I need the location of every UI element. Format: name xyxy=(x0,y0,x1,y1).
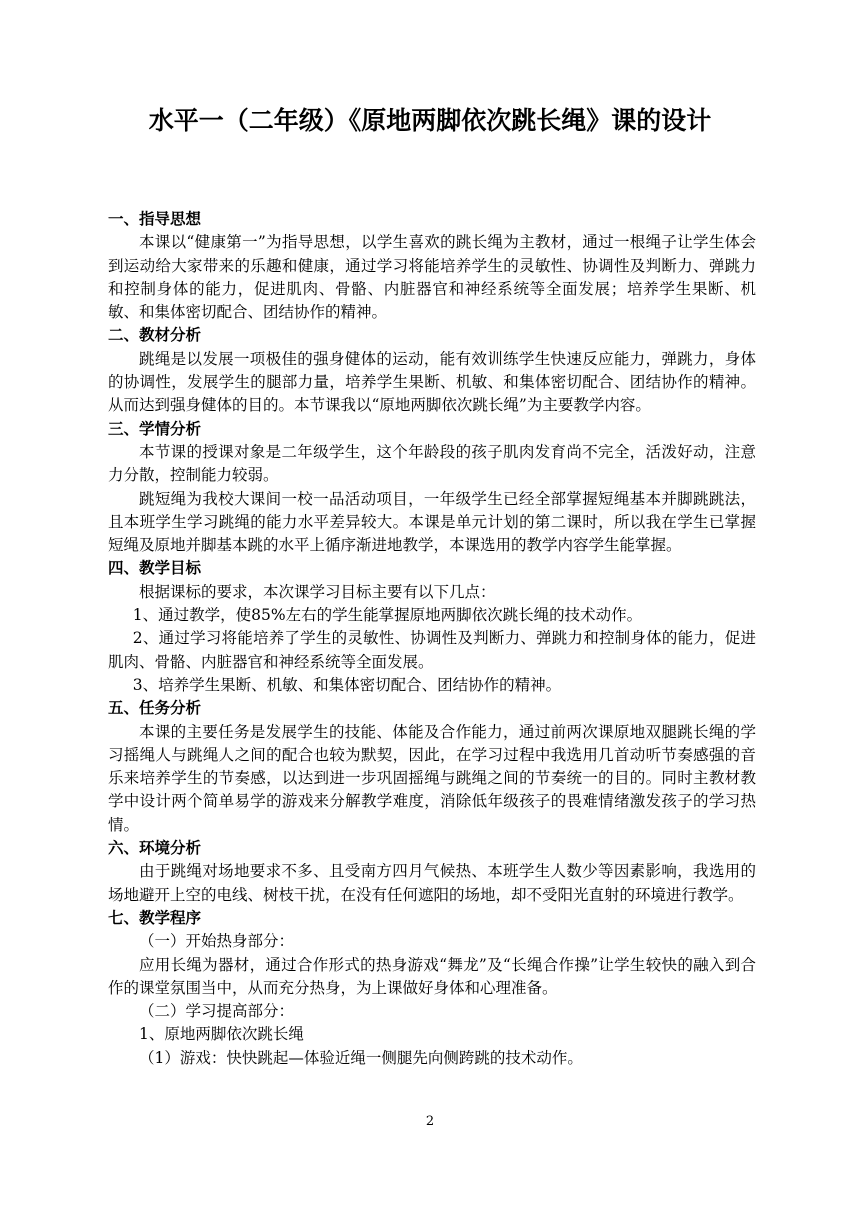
paragraph: 本节课的授课对象是二年级学生，这个年龄段的孩子肌肉发育尚不完全，活泼好动，注意力分散，控制能力较弱。 xyxy=(108,442,756,485)
list-item: 3、培养学生果断、机敏、和集体密切配合、团结协作的精神。 xyxy=(132,675,562,694)
paragraph: 本课的主要任务是发展学生的技能、体能及合作能力，通过前两次课原地双腿跳长绳的学习摇绳人与跳绳人之间的配合也较为默契，因此，在学习过程中我选用几首动听节奏感强的音乐来培养学生的节奏感，以达到进一步巩固摇绳与跳绳之间的节奏统一的目的。同时主教材教学中设计两个简单易学的游戏来分解教学难度，消除低年级孩子的畏难情绪激发孩子的学习热情。 xyxy=(108,722,756,834)
paragraph: 由于跳绳对场地要求不多、且受南方四月气候热、本班学生人数少等因素影响，我选用的场地避开上空的电线、树枝干扰，在没有任何遮阳的场地，却不受阳光直射的环境进行教学。 xyxy=(108,862,756,904)
list-item: 1、通过教学，使85%左右的学生能掌握原地两脚依次跳长绳的技术动作。 xyxy=(132,606,643,625)
paragraph: 本课以“健康第一”为指导思想，以学生喜欢的跳长绳为主教材，通过一根绳子让学生体会到运动给大家带来的乐趣和健康，通过学习将能培养学生的灵敏性、协调性及判断力、弹跳力和控制身体的能力，促进肌肉、骨骼、内脏器官和神经系统等全面发展；培养学生果断、机敏、和集体密切配合、团结协作的精神。 xyxy=(108,233,756,322)
page-number: 2 xyxy=(425,1114,435,1129)
section-heading: 一、指导思想 xyxy=(108,210,202,228)
paragraph: （一）开始热身部分： xyxy=(139,932,295,951)
paragraph: （二）学习提高部分： xyxy=(139,1002,295,1021)
paragraph: 应用长绳为器材，通过合作形式的热身游戏“舞龙”及“长绳合作操”让学生较快的融入到合作的课堂氛围当中，从而充分热身，为上课做好身体和心理准备。 xyxy=(108,955,756,997)
section-heading: 四、教学目标 xyxy=(108,559,202,578)
section-heading: 三、学情分析 xyxy=(108,419,202,438)
section-heading: 二、教材分析 xyxy=(108,326,202,345)
document-body xyxy=(108,208,756,1070)
paragraph: 根据课标的要求，本次课学习目标主要有以下几点： xyxy=(139,582,496,601)
document-title: 水平一（二年级）《原地两脚依次跳长绳》课的设计 xyxy=(148,106,712,135)
paragraph: （1）游戏：快快跳起—体验近绳一侧腿先向侧跨跳的技术动作。 xyxy=(139,1048,583,1067)
paragraph: 1、原地两脚依次跳长绳 xyxy=(139,1025,304,1044)
section-heading: 七、教学程序 xyxy=(108,908,202,927)
section-heading: 六、环境分析 xyxy=(108,839,202,858)
list-item: 2、通过学习将能培养了学生的灵敏性、协调性及判断力、弹跳力和控制身体的能力，促进肌肉、骨骼、内脏器官和神经系统等全面发展。 xyxy=(108,629,756,671)
paragraph: 跳短绳为我校大课间一校一品活动项目，一年级学生已经全部掌握短绳基本并脚跳跳法，且本班学生学习跳绳的能力水平差异较大。本课是单元计划的第二课时，所以我在学生已掌握短绳及原地并脚基本跳的水平上循序渐进地教学，本课选用的教学内容学生能掌握。 xyxy=(108,489,756,555)
section-heading: 五、任务分析 xyxy=(108,699,202,718)
paragraph: 跳绳是以发展一项极佳的强身健体的运动，能有效训练学生快速反应能力，弹跳力，身体的协调性，发展学生的腿部力量，培养学生果断、机敏、和集体密切配合、团结协作的精神。从而达到强身健体的目的。本节课我以“原地两脚依次跳长绳”为主要教学内容。 xyxy=(108,349,756,415)
